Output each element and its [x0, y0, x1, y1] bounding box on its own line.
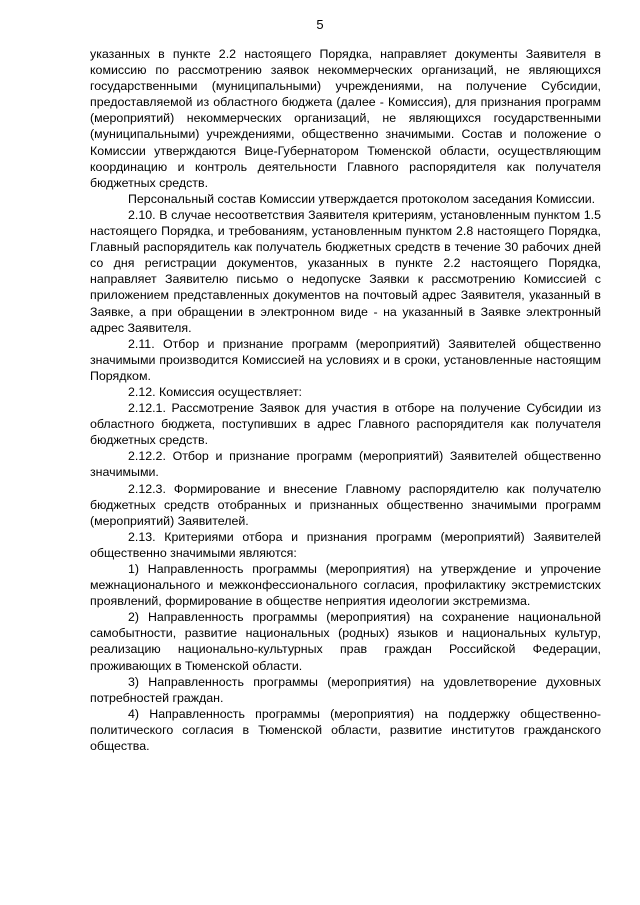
criterion-item-4: 4) Направленность программы (мероприятия) на поддержку общественно-политического согласия в Тюменской области, развитие институтов гражданского общества. — [90, 706, 601, 754]
paragraph-2-12-3: 2.12.3. Формирование и внесение Главному распорядителю как получателю бюджетных средств отобранных и признанных общественно значимыми программ (мероприятий) Заявителей. — [90, 481, 601, 528]
paragraph-2-11: 2.11. Отбор и признание программ (мероприятий) Заявителей общественно значимыми производится Комиссией на условиях и в сроки, установленные настоящим Порядком. — [90, 336, 601, 383]
criterion-item-1: 1) Направленность программы (мероприятия) на утверждение и упрочение межнационального и межконфессионального согласия, профилактику экстремистских проявлений, формирование в обществе неприятия идеологии экстремизма. — [90, 562, 601, 609]
criterion-item-3: 3) Направленность программы (мероприятия) на удовлетворение духовных потребностей граждан. — [90, 674, 601, 705]
paragraph-2-10: 2.10. В случае несоответствия Заявителя критериям, установленным пунктом 1.5 настоящего Порядка, и требованиям, установленным пунктом 2.8 настоящего Порядка, Главный распорядитель как получатель бюджетных средств в течение 30 рабочих дней со дня регистрации документов, указанных в пункте 2.2 настоящего Порядка, направляет Заявителю письмо о недопуске Заявки к рассмотрению Комиссией с приложением представленных документов на почтовый адрес Заявителя, указанный в Заявке, а при обращении в электронном виде - на указанный в Заявке электронный адрес Заявителя. — [90, 207, 601, 335]
paragraph-2-12-2: 2.12.2. Отбор и признание программ (мероприятий) Заявителей общественно значимыми. — [90, 449, 601, 480]
document-body — [90, 46, 601, 754]
paragraph-commission-staff: Персональный состав Комиссии утверждается протоколом заседания Комиссии. — [128, 191, 596, 206]
criterion-item-2: 2) Направленность программы (мероприятия) на сохранение национальной самобытности, развитие национальных (родных) языков и национальных культур, реализацию национально-культурных прав граждан Российской Федерации, проживающих в Тюменской области. — [90, 610, 601, 673]
paragraph-continuation: указанных в пункте 2.2 настоящего Порядка, направляет документы Заявителя в комиссию по рассмотрению заявок некоммерческих организаций, не являющихся государственными (муниципальными) учреждениями, на получение Субсидии, предоставляемой из областного бюджета (далее - Комиссия), для признания программ (мероприятий) некоммерческих организаций, не являющихся государственными (муниципальными) учреждениями, общественно значимыми. Состав и положение о Комиссии утверждаются Вице-Губернатором Тюменской области, осуществляющим координацию и контроль деятельности Главного распорядителя как получателя бюджетных средств. — [90, 47, 601, 190]
paragraph-2-12: 2.12. Комиссия осуществляет: — [128, 384, 302, 399]
paragraph-2-13: 2.13. Критериями отбора и признания программ (мероприятий) Заявителей общественно значимыми являются: — [90, 529, 601, 560]
paragraph-2-12-1: 2.12.1. Рассмотрение Заявок для участия в отборе на получение Субсидии из областного бюджета, поступивших в адрес Главного распорядителя как получателя бюджетных средств. — [90, 401, 601, 448]
page-number: 5 — [316, 17, 324, 32]
